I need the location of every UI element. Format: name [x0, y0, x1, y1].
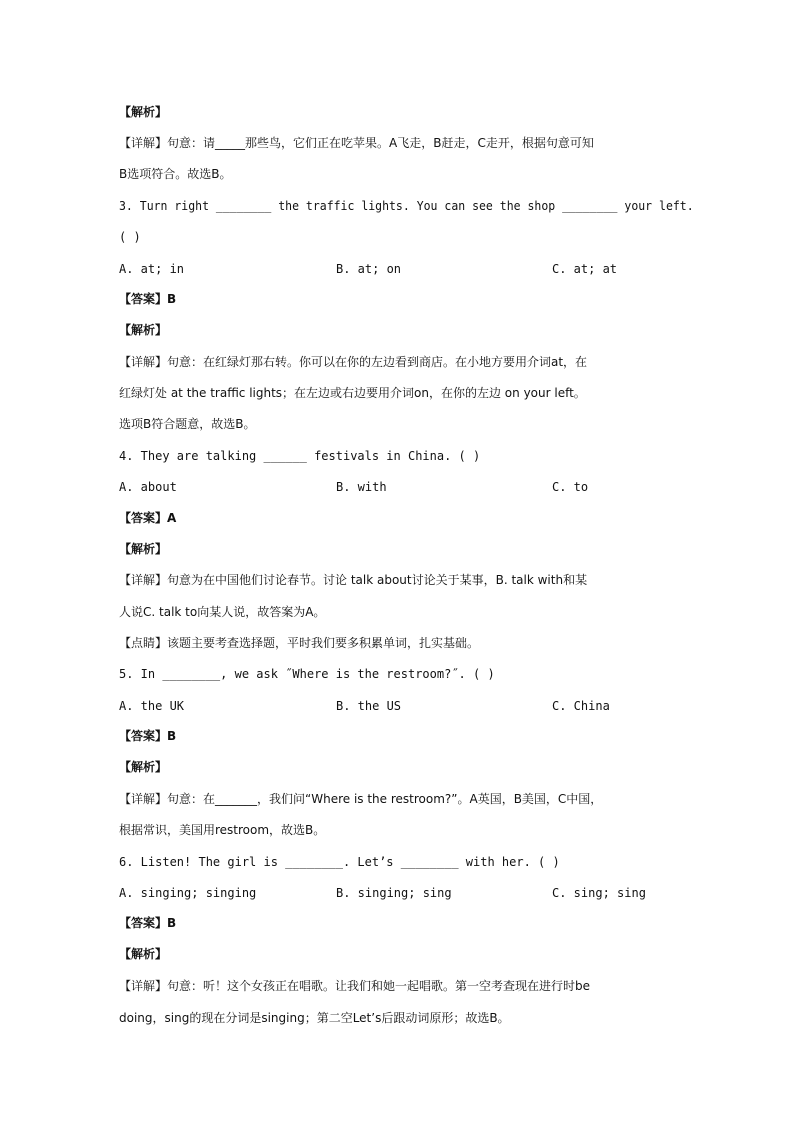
answer-label: 【答案】B — [119, 729, 177, 743]
detail-text: 选项B符合题意，故选B。 — [119, 417, 256, 431]
analysis-label: 【解析】 — [119, 947, 168, 961]
question-stem: 4. They are talking ______ festivals in China. ( ) — [119, 449, 481, 463]
option-c: C. sing; sing — [552, 886, 646, 900]
detail-text: 【详解】句意：请_____那些鸟，它们正在吃苹果。A飞走，B赶走，C走开，根据句意可知 — [119, 136, 594, 150]
analysis-label: 【解析】 — [119, 542, 168, 556]
option-c: C. to — [552, 480, 589, 494]
detail-text: B选项符合。故选B。 — [119, 167, 232, 181]
option-b: B. with — [336, 480, 387, 494]
detail-text: 【详解】句意：听！这个女孩正在唱歌。让我们和她一起唱歌。第一空考查现在进行时be — [119, 979, 591, 993]
answer-label: 【答案】A — [119, 511, 177, 525]
option-c: C. at; at — [552, 262, 618, 276]
question-stem: 3. Turn right ________ the traffic lights. You can see the shop ________ your left. — [119, 199, 694, 213]
answer-parenthesis: ( ) — [119, 230, 141, 244]
question-stem: 6. Listen! The girl is ________. Let’s ________ with her. ( ) — [119, 855, 560, 869]
option-a: A. the UK — [119, 699, 185, 713]
analysis-label: 【解析】 — [119, 105, 168, 119]
option-b: B. at; on — [336, 262, 402, 276]
option-b: B. the US — [336, 699, 402, 713]
option-a: A. about — [119, 480, 177, 494]
answer-label: 【答案】B — [119, 292, 177, 306]
detail-text: 红绿灯处 at the traffic lights；在左边或右边要用介词on，在你的左边 on your left。 — [119, 386, 586, 400]
detail-text: 【详解】句意：在红绿灯那右转。你可以在你的左边看到商店。在小地方要用介词at，在 — [119, 355, 588, 369]
detail-text: 人说C. talk to向某人说，故答案为A。 — [119, 605, 326, 619]
point-note: 【点睛】该题主要考查选择题，平时我们要多积累单词，扎实基础。 — [119, 636, 480, 650]
detail-text: doing，sing的现在分词是singing；第二空Let’s后跟动词原形；故选B。 — [119, 1011, 510, 1025]
option-a: A. singing; singing — [119, 886, 257, 900]
analysis-label: 【解析】 — [119, 760, 168, 774]
question-stem: 5. In ________, we ask ˝Where is the restroom?˝. ( ) — [119, 667, 495, 681]
detail-text: 【详解】句意：在_______，我们问“Where is the restroom?”。A英国，B美国，C中国， — [119, 792, 603, 806]
detail-text: 【详解】句意为在中国他们讨论春节。讨论 talk about讨论关于某事，B. talk with和某 — [119, 573, 588, 587]
analysis-label: 【解析】 — [119, 323, 168, 337]
option-c: C. China — [552, 699, 610, 713]
answer-label: 【答案】B — [119, 916, 177, 930]
detail-text: 根据常识，美国用restroom，故选B。 — [119, 823, 326, 837]
option-b: B. singing; sing — [336, 886, 452, 900]
option-a: A. at; in — [119, 262, 185, 276]
